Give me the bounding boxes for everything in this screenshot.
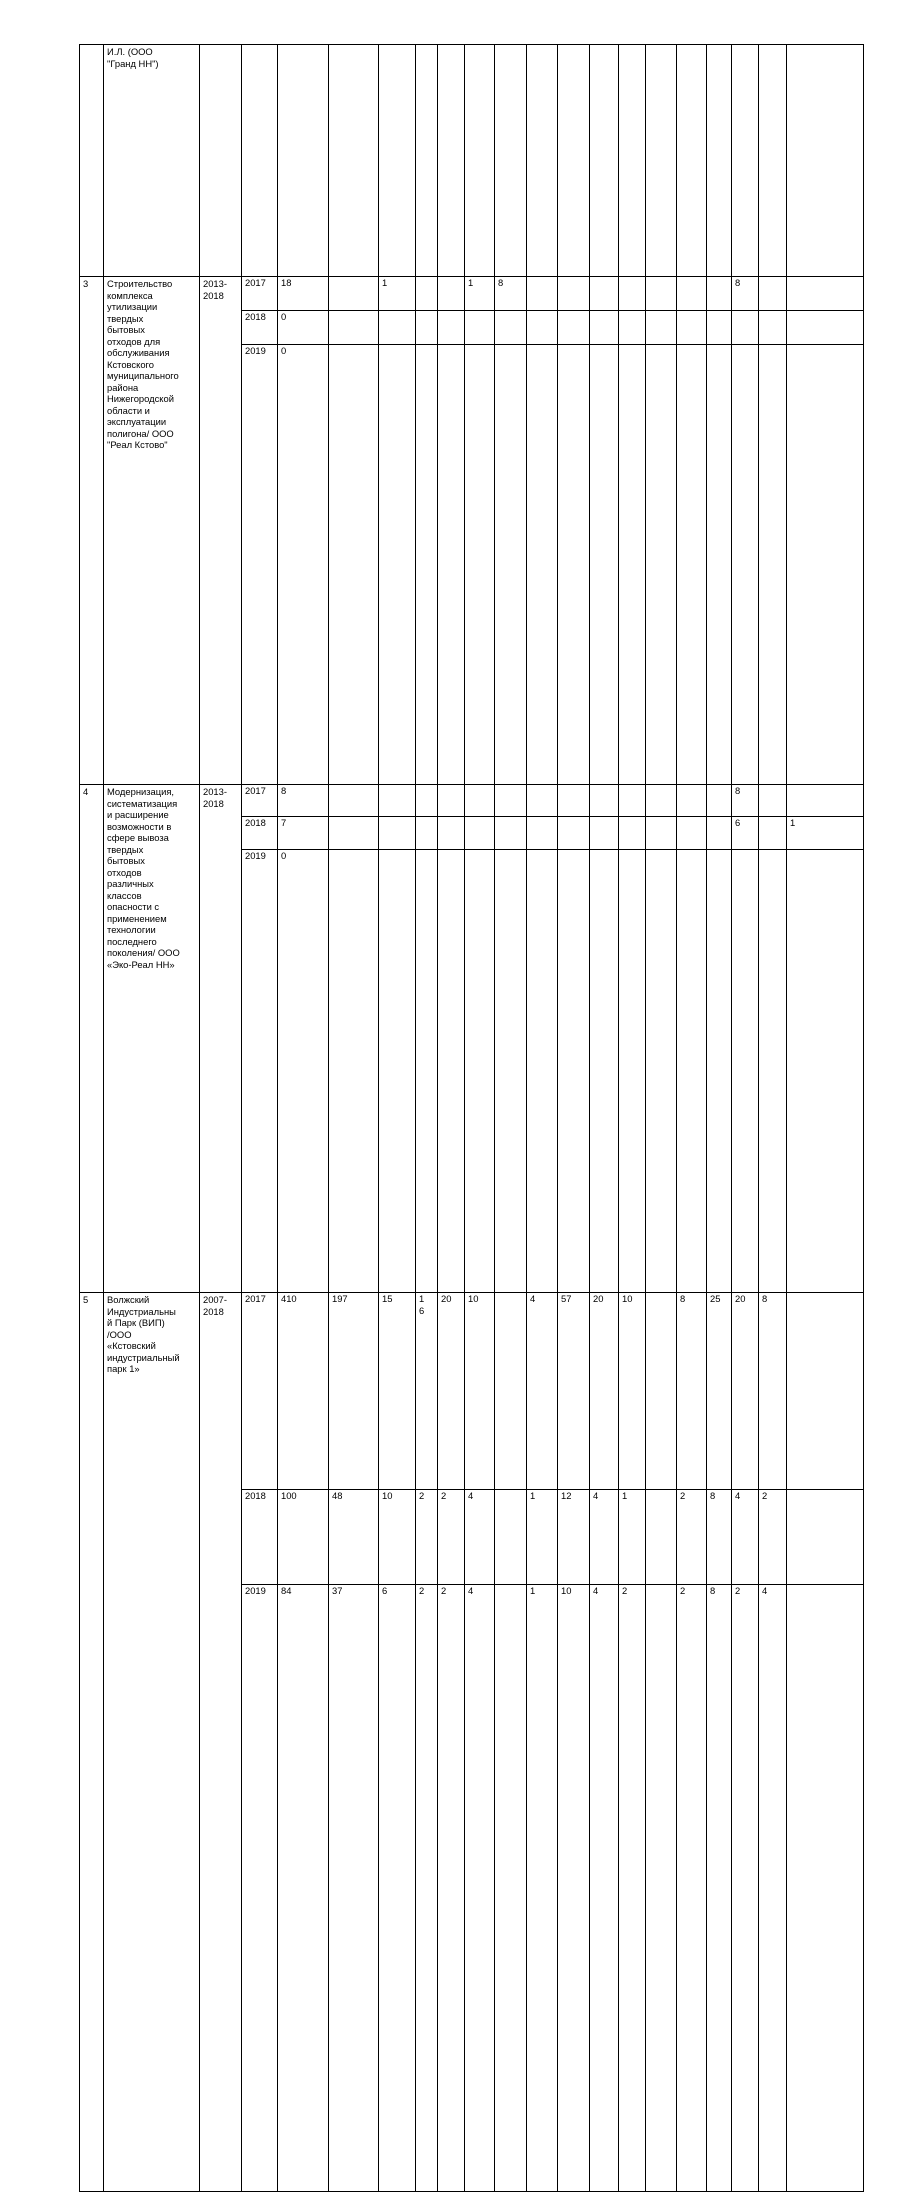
value-cell <box>759 45 787 277</box>
value-cell: 0 <box>278 311 329 345</box>
year-cell: 2017 <box>242 785 278 817</box>
project-name-line: технологии <box>107 924 156 935</box>
value-cell <box>732 849 759 1292</box>
value-cell: 4 <box>590 1585 619 2192</box>
value-cell <box>590 311 619 345</box>
value-cell <box>707 817 732 849</box>
value-cell: 20 <box>590 1293 619 1490</box>
value-cell <box>416 817 438 849</box>
value-cell: 2 <box>732 1585 759 2192</box>
project-name-line: опасности с <box>107 901 160 912</box>
period-cell <box>200 785 242 1293</box>
value-cell <box>646 345 677 785</box>
value-cell <box>416 45 438 277</box>
value-cell <box>677 785 707 817</box>
project-name-line: И.Л. (ООО <box>107 46 153 57</box>
value-cell: 6 <box>379 1585 416 2192</box>
value-cell <box>527 849 558 1292</box>
value-cell: 1 <box>527 1585 558 2192</box>
value-cell: 8 <box>732 785 759 817</box>
value-cell: 1 6 <box>416 1293 438 1490</box>
year-cell: 2019 <box>242 849 278 1292</box>
value-cell <box>619 277 646 311</box>
value-cell <box>416 345 438 785</box>
value-cell <box>527 817 558 849</box>
value-cell <box>495 785 527 817</box>
value-cell <box>495 1490 527 1585</box>
value-cell: 8 <box>759 1293 787 1490</box>
value-cell <box>619 785 646 817</box>
value-cell <box>707 311 732 345</box>
value-cell <box>759 345 787 785</box>
value-cell <box>619 311 646 345</box>
year-cell: 2019 <box>242 345 278 785</box>
value-cell <box>787 345 864 785</box>
value-cell <box>495 345 527 785</box>
value-cell: 8 <box>732 277 759 311</box>
value-cell <box>465 785 495 817</box>
project-name-line: Индустриальны <box>107 1305 176 1317</box>
period-cell <box>200 1293 242 2192</box>
table-row <box>80 1293 864 1490</box>
row-number-cell: 5 <box>80 1293 104 2192</box>
value-cell <box>677 817 707 849</box>
value-cell <box>677 345 707 785</box>
value-cell: 2 <box>619 1585 646 2192</box>
value-cell: 20 <box>732 1293 759 1490</box>
value-cell: 2 <box>677 1490 707 1585</box>
project-name-line: эксплуатации <box>107 416 167 427</box>
value-cell <box>527 311 558 345</box>
value-cell <box>732 45 759 277</box>
value-cell <box>759 311 787 345</box>
project-name-cell <box>104 785 200 1293</box>
value-cell <box>590 849 619 1292</box>
value-cell: 12 <box>558 1490 590 1585</box>
project-name-line: парк 1» <box>107 1363 140 1374</box>
value-cell <box>619 849 646 1292</box>
value-cell <box>787 849 864 1292</box>
value-cell <box>759 785 787 817</box>
value-cell: 1 <box>379 277 416 311</box>
value-cell: 10 <box>379 1490 416 1585</box>
project-name-line: Кстовского <box>107 358 154 370</box>
period-line: 2018 <box>203 1305 224 1317</box>
value-cell <box>590 277 619 311</box>
project-name-line: Строительство <box>107 278 173 289</box>
value-cell <box>416 849 438 1292</box>
value-cell: 2 <box>438 1585 465 2192</box>
value-cell: 1 <box>619 1490 646 1585</box>
value-cell: 8 <box>495 277 527 311</box>
value-cell <box>558 345 590 785</box>
value-cell <box>329 849 379 1292</box>
project-name-line: и расширение <box>107 809 169 820</box>
value-cell <box>707 849 732 1292</box>
value-cell <box>379 345 416 785</box>
project-name-line: индустриальный <box>107 1351 180 1363</box>
value-cell <box>465 311 495 345</box>
value-cell <box>707 45 732 277</box>
value-cell <box>278 45 329 277</box>
row-number-cell: 3 <box>80 277 104 785</box>
value-cell: 4 <box>465 1585 495 2192</box>
project-name-line: "Гранд НН") <box>107 57 159 69</box>
year-cell <box>242 45 278 277</box>
project-name-line: систематизация <box>107 797 178 809</box>
period-line: 2007- <box>203 1294 227 1305</box>
project-name-line: бытовых <box>107 855 145 866</box>
value-cell <box>646 1293 677 1490</box>
project-name-line: Нижегородской <box>107 393 174 404</box>
value-cell: 1 <box>527 1490 558 1585</box>
project-name-line: последнего <box>107 935 157 947</box>
value-cell <box>787 1490 864 1585</box>
value-cell <box>590 817 619 849</box>
value-cell <box>732 345 759 785</box>
value-cell <box>465 345 495 785</box>
project-name-line: твердых <box>107 312 144 324</box>
project-name-line: возможности в <box>107 820 172 832</box>
value-cell: 10 <box>465 1293 495 1490</box>
value-cell: 18 <box>278 277 329 311</box>
value-cell <box>379 849 416 1292</box>
value-cell <box>677 277 707 311</box>
value-cell <box>619 817 646 849</box>
project-name-line: "Реал Кстово" <box>107 439 168 450</box>
value-cell <box>590 785 619 817</box>
value-cell <box>590 345 619 785</box>
project-name-cell <box>104 277 200 785</box>
table-row <box>80 45 864 277</box>
project-name-line: обслуживания <box>107 347 170 358</box>
value-cell <box>677 311 707 345</box>
value-cell <box>646 1585 677 2192</box>
period-cell <box>200 45 242 277</box>
year-cell: 2018 <box>242 311 278 345</box>
value-cell <box>759 277 787 311</box>
value-cell: 2 <box>416 1490 438 1585</box>
year-cell: 2019 <box>242 1585 278 2192</box>
value-cell: 84 <box>278 1585 329 2192</box>
value-cell: 1 <box>787 817 864 849</box>
value-cell <box>495 849 527 1292</box>
value-cell <box>646 785 677 817</box>
value-cell <box>379 45 416 277</box>
year-cell: 2017 <box>242 277 278 311</box>
value-cell <box>787 1293 864 1490</box>
value-cell <box>495 1585 527 2192</box>
value-cell <box>495 817 527 849</box>
value-cell <box>759 817 787 849</box>
value-cell <box>465 45 495 277</box>
value-cell: 37 <box>329 1585 379 2192</box>
value-cell: 2 <box>438 1490 465 1585</box>
value-cell <box>590 45 619 277</box>
value-cell: 48 <box>329 1490 379 1585</box>
project-name-line: полигона/ ООО <box>107 427 174 439</box>
value-cell: 6 <box>732 817 759 849</box>
period-line: 2018 <box>203 289 224 301</box>
value-cell: 8 <box>677 1293 707 1490</box>
project-name-line: твердых <box>107 843 144 855</box>
value-cell <box>438 277 465 311</box>
value-cell <box>677 45 707 277</box>
value-cell <box>495 311 527 345</box>
value-cell <box>707 345 732 785</box>
value-cell <box>329 817 379 849</box>
value-cell: 4 <box>527 1293 558 1490</box>
table-row <box>80 277 864 311</box>
project-name-line: бытовых <box>107 324 145 335</box>
project-name-line: й Парк (ВИП) <box>107 1317 165 1328</box>
value-cell: 8 <box>278 785 329 817</box>
value-cell: 10 <box>619 1293 646 1490</box>
value-cell <box>329 277 379 311</box>
value-cell <box>527 45 558 277</box>
value-cell <box>329 45 379 277</box>
project-name-line: области и <box>107 404 150 416</box>
period-cell <box>200 277 242 785</box>
value-cell <box>787 785 864 817</box>
value-cell <box>646 311 677 345</box>
value-cell: 2 <box>759 1490 787 1585</box>
project-name-line: комплекса <box>107 289 153 301</box>
value-cell: 100 <box>278 1490 329 1585</box>
project-name-cell <box>104 45 200 277</box>
value-cell: 2 <box>677 1585 707 2192</box>
value-cell <box>416 785 438 817</box>
project-name-line: применением <box>107 912 167 924</box>
value-cell <box>787 311 864 345</box>
value-cell <box>646 817 677 849</box>
value-cell: 4 <box>590 1490 619 1585</box>
value-cell <box>677 849 707 1292</box>
value-cell <box>787 45 864 277</box>
period-line: 2013- <box>203 786 227 797</box>
value-cell <box>646 1490 677 1585</box>
value-cell <box>379 311 416 345</box>
year-cell: 2018 <box>242 1490 278 1585</box>
project-name-line: Волжский <box>107 1294 150 1305</box>
project-name-line: отходов <box>107 866 142 878</box>
value-cell: 197 <box>329 1293 379 1490</box>
value-cell <box>558 311 590 345</box>
value-cell: 1 <box>465 277 495 311</box>
value-cell: 10 <box>558 1585 590 2192</box>
value-cell <box>438 45 465 277</box>
project-name-line: Модернизация, <box>107 786 175 797</box>
value-cell <box>759 849 787 1292</box>
value-cell <box>416 311 438 345</box>
value-cell <box>619 45 646 277</box>
row-number-cell: 4 <box>80 785 104 1293</box>
value-cell <box>495 1293 527 1490</box>
project-name-line: поколения/ ООО <box>107 947 180 958</box>
project-name-line: /ООО <box>107 1328 132 1340</box>
value-cell <box>558 785 590 817</box>
value-cell: 2 <box>416 1585 438 2192</box>
value-cell <box>787 277 864 311</box>
project-name-line: «Эко-Реал НН» <box>107 958 175 970</box>
value-cell <box>646 849 677 1292</box>
year-cell: 2018 <box>242 817 278 849</box>
value-cell <box>379 817 416 849</box>
value-cell <box>558 277 590 311</box>
value-cell <box>527 785 558 817</box>
value-cell <box>438 785 465 817</box>
project-name-line: классов <box>107 889 142 901</box>
value-cell: 7 <box>278 817 329 849</box>
row-number-cell <box>80 45 104 277</box>
project-name-line: муниципального <box>107 370 179 381</box>
value-cell <box>379 785 416 817</box>
project-name-line: утилизации <box>107 301 158 312</box>
value-cell <box>558 45 590 277</box>
value-cell <box>558 849 590 1292</box>
project-name-cell <box>104 1293 200 2192</box>
staffing-table <box>79 44 864 2192</box>
value-cell: 4 <box>732 1490 759 1585</box>
project-name-line: «Кстовский <box>107 1340 156 1351</box>
value-cell <box>558 817 590 849</box>
value-cell <box>329 311 379 345</box>
value-cell <box>646 277 677 311</box>
value-cell <box>646 45 677 277</box>
value-cell: 8 <box>707 1490 732 1585</box>
value-cell: 4 <box>759 1585 787 2192</box>
value-cell: 57 <box>558 1293 590 1490</box>
value-cell <box>329 785 379 817</box>
year-cell: 2017 <box>242 1293 278 1490</box>
value-cell <box>707 785 732 817</box>
value-cell <box>619 345 646 785</box>
table-body <box>80 45 864 2192</box>
project-name-line: различных <box>107 878 154 889</box>
value-cell: 4 <box>465 1490 495 1585</box>
value-cell: 410 <box>278 1293 329 1490</box>
value-cell <box>438 311 465 345</box>
project-name-line: отходов для <box>107 335 161 347</box>
value-cell: 0 <box>278 345 329 785</box>
value-cell: 8 <box>707 1585 732 2192</box>
project-name-line: сфере вывоза <box>107 832 169 843</box>
value-cell <box>438 817 465 849</box>
value-cell: 0 <box>278 849 329 1292</box>
value-cell <box>416 277 438 311</box>
value-cell <box>438 849 465 1292</box>
project-name-line: района <box>107 381 139 393</box>
value-cell <box>465 849 495 1292</box>
value-cell <box>495 45 527 277</box>
value-cell <box>527 277 558 311</box>
value-cell <box>787 1585 864 2192</box>
value-cell <box>438 345 465 785</box>
value-cell <box>707 277 732 311</box>
table-row <box>80 785 864 817</box>
value-cell: 20 <box>438 1293 465 1490</box>
value-cell <box>329 345 379 785</box>
value-cell <box>527 345 558 785</box>
value-cell: 15 <box>379 1293 416 1490</box>
value-cell <box>732 311 759 345</box>
period-line: 2018 <box>203 797 224 809</box>
value-cell <box>465 817 495 849</box>
value-cell: 25 <box>707 1293 732 1490</box>
period-line: 2013- <box>203 278 227 289</box>
